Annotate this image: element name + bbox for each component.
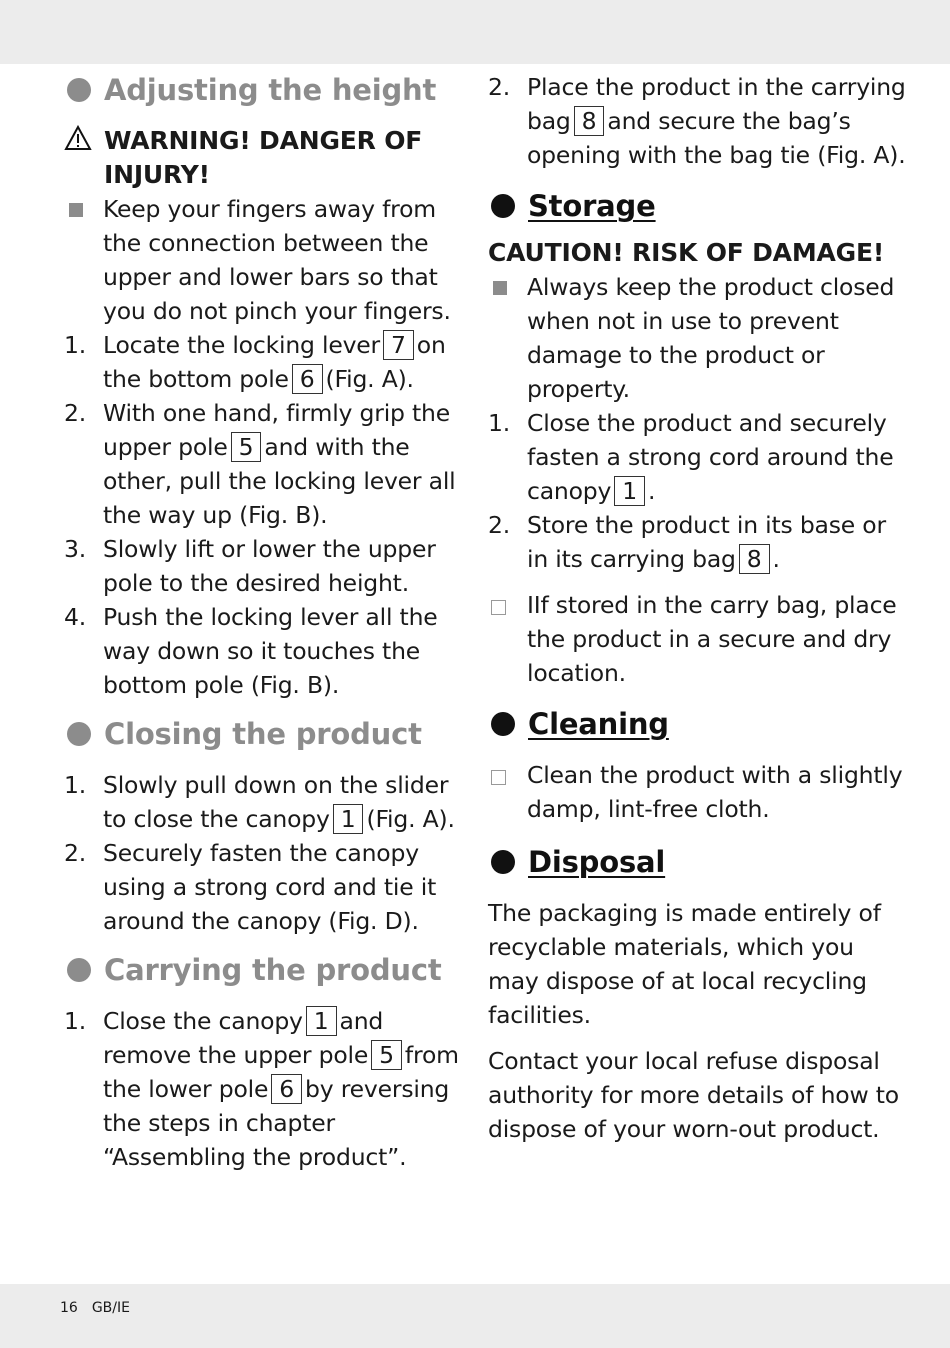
step-text: . xyxy=(647,477,656,505)
step-text: Slowly lift or lower the upper pole to the desired height. xyxy=(103,535,436,597)
step-text: With one hand, firmly grip the upper pole xyxy=(103,399,450,461)
hollow-square-bullet-icon xyxy=(491,600,506,615)
heading-disposal: Disposal xyxy=(488,842,908,882)
bullet-dot-icon xyxy=(67,958,91,982)
step-text: Push the locking lever all the way down so it touches the bottom pole (Fig. B). xyxy=(103,603,438,699)
list-item xyxy=(488,70,908,172)
part-ref: 5 xyxy=(231,432,262,462)
step-text: and with the other, pull the locking lever all the way up (Fig. B). xyxy=(103,433,456,529)
square-bullet-icon xyxy=(493,281,507,295)
list-item xyxy=(488,508,908,576)
part-ref: 1 xyxy=(306,1006,337,1036)
footer-bar xyxy=(0,1284,950,1348)
step-text: Place the product in the carrying bag xyxy=(527,73,906,135)
heading-cleaning: Cleaning xyxy=(488,704,908,744)
step-number: 1. xyxy=(488,409,511,437)
list-item xyxy=(64,532,464,600)
step-text: by reversing the steps in chapter “Assembling the product”. xyxy=(103,1075,450,1171)
step-text: (Fig. A). xyxy=(366,805,455,833)
step-number: 2. xyxy=(64,839,87,867)
step-text: (Fig. A). xyxy=(325,365,414,393)
list-item xyxy=(64,396,464,532)
part-ref: 8 xyxy=(739,544,770,574)
bullet-dot-icon xyxy=(491,194,515,218)
bullet-dot-icon xyxy=(491,712,515,736)
heading-closing-product: Closing the product xyxy=(64,714,464,754)
step-text: Store the product in its base or in its carrying bag xyxy=(527,511,886,573)
step-text: Slowly pull down on the slider to close the canopy xyxy=(103,771,449,833)
part-ref: 5 xyxy=(371,1040,402,1070)
list-item xyxy=(64,836,464,938)
cleaning-note: Clean the product with a slightly damp, lint-free cloth. xyxy=(488,758,908,826)
hollow-square-bullet-icon xyxy=(491,770,506,785)
step-text: on the bottom pole xyxy=(103,331,446,393)
step-number: 2. xyxy=(488,73,511,101)
square-bullet-icon xyxy=(69,203,83,217)
closing-steps-list xyxy=(64,768,464,938)
header-bar xyxy=(0,0,950,64)
part-ref: 6 xyxy=(292,364,323,394)
page-footer xyxy=(60,1300,144,1316)
locale-label: GB/IE xyxy=(91,1300,130,1316)
step-text: Close the canopy xyxy=(103,1007,303,1035)
heading-storage: Storage xyxy=(488,186,908,226)
step-text: Securely fasten the canopy using a strong cord and tie it around the canopy (Fig. D). xyxy=(103,839,437,935)
bullet-dot-icon xyxy=(67,78,91,102)
adjust-steps-list xyxy=(64,328,464,702)
list-item xyxy=(64,600,464,702)
step-text: Close the product and securely fasten a strong cord around the canopy xyxy=(527,409,894,505)
step-number: 1. xyxy=(64,1007,87,1035)
caution-bullet: Always keep the product closed when not in use to prevent damage to the product or property. xyxy=(488,270,908,406)
step-number: 3. xyxy=(64,535,87,563)
step-text: and secure the bag’s opening with the bag tie (Fig. A). xyxy=(527,107,906,169)
storage-note: IIf stored in the carry bag, place the product in a secure and dry location. xyxy=(488,588,908,690)
step-number: 2. xyxy=(488,511,511,539)
list-item xyxy=(64,1004,464,1174)
carrying-steps-continued xyxy=(488,70,908,172)
heading-carrying-product: Carrying the product xyxy=(64,950,464,990)
bullet-dot-icon xyxy=(67,722,91,746)
page-number: 16 xyxy=(60,1300,78,1316)
step-number: 1. xyxy=(64,771,87,799)
left-column xyxy=(64,70,464,1174)
disposal-paragraph-2: Contact your local refuse disposal authority for more details of how to dispose of your worn-out product. xyxy=(488,1047,899,1143)
disposal-paragraph-1: The packaging is made entirely of recyclable materials, which you may dispose of at local recycling facilities. xyxy=(488,899,881,1029)
caution-title: CAUTION! RISK OF DAMAGE! xyxy=(488,238,885,267)
storage-steps-list xyxy=(488,406,908,576)
part-ref: 1 xyxy=(333,804,364,834)
step-text: from the lower pole xyxy=(103,1041,459,1103)
step-number: 2. xyxy=(64,399,87,427)
carrying-steps-list xyxy=(64,1004,464,1174)
bullet-dot-icon xyxy=(491,850,515,874)
warning-triangle-icon xyxy=(64,125,92,151)
heading-adjusting-height: Adjusting the height xyxy=(64,70,464,110)
part-ref: 1 xyxy=(614,476,645,506)
step-number: 4. xyxy=(64,603,87,631)
list-item xyxy=(64,768,464,836)
part-ref: 8 xyxy=(574,106,605,136)
part-ref: 7 xyxy=(383,330,414,360)
warning-bullet: Keep your fingers away from the connection between the upper and lower bars so that you do not pinch your fingers. xyxy=(64,192,464,328)
list-item xyxy=(64,328,464,396)
list-item xyxy=(488,406,908,508)
right-column xyxy=(488,70,908,1146)
step-text: Locate the locking lever xyxy=(103,331,381,359)
warning-title: WARNING! DANGER OF INJURY! xyxy=(64,124,464,192)
step-text: . xyxy=(772,545,780,573)
step-number: 1. xyxy=(64,331,87,359)
part-ref: 6 xyxy=(271,1074,302,1104)
step-text: and remove the upper pole xyxy=(103,1007,384,1069)
